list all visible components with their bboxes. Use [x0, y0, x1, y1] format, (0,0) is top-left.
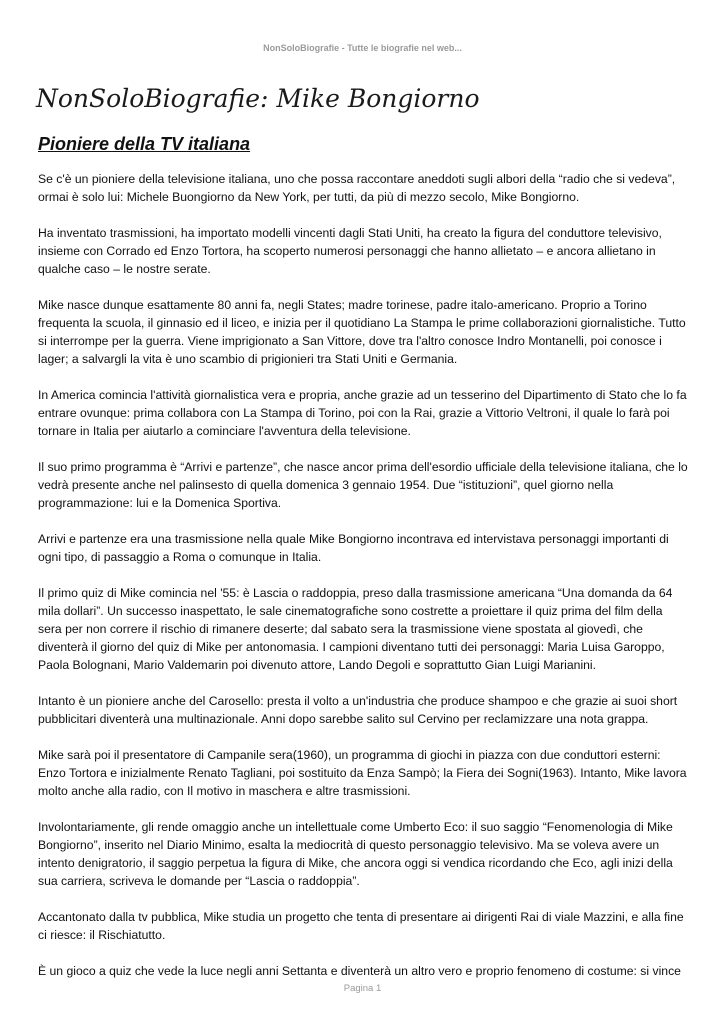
page-number: Pagina 1: [343, 983, 382, 994]
paragraph: È un gioco a quiz che vede la luce negli anni Settanta e diventerà un altro vero e proprio fenomeno di costume: si vince: [38, 964, 681, 978]
paragraph: Accantonato dalla tv pubblica, Mike studia un progetto che tenta di presentare ai dirigenti Rai di viale Mazzini, e alla fine ci riesce: il Rischiatutto.: [38, 910, 684, 942]
paragraph: Se c'è un pioniere della televisione italiana, uno che possa raccontare aneddoti sugli albori della “radio che si vedeva”, ormai è solo lui: Michele Buongiorno da New York, per tutti, da più di mezzo secolo, Mike Bongiorno.: [38, 172, 676, 204]
page-header: NonSoloBiografie - Tutte le biografie nel web...: [263, 43, 462, 53]
paragraph: Il suo primo programma è “Arrivi e partenze”, che nasce ancor prima dell'esordio ufficiale della televisione italiana, che lo vedrà presente anche nel palinsesto di quella domenica 3 gennaio 1954. Due “istituzioni”, quel giorno nella programmazione: lui e la Domenica Sportiva.: [38, 460, 688, 510]
paragraph: Intanto è un pioniere anche del Carosello: presta il volto a un'industria che produce shampoo e che grazie ai suoi short pubblicitari diventerà una multinazionale. Anni dopo sarebbe salito sul Cervino per reclamizzare una nota grappa.: [38, 694, 678, 726]
paragraph: Arrivi e partenze era una trasmissione nella quale Mike Bongiorno incontrava ed intervistava personaggi importanti di ogni tipo, di passaggio a Roma o comunque in Italia.: [38, 532, 669, 564]
site-title: NonSoloBiografie: Mike Bongiorno: [36, 84, 480, 113]
paragraph: In America comincia l'attività giornalistica vera e propria, anche grazie ad un tesserino del Dipartimento di Stato che lo fa entrare ovunque: prima collabora con La Stampa di Torino, poi con la Rai, grazie a Vittorio Veltroni, il quale lo farà poi tornare in Italia per aiutarlo a cominciare l'avventura della televisione.: [38, 388, 687, 438]
article-body: [38, 170, 688, 998]
section-title: Pioniere della TV italiana: [38, 134, 251, 154]
paragraph: Ha inventato trasmissioni, ha importato modelli vincenti dagli Stati Uniti, ha creato la figura del conduttore televisivo, insieme con Corrado ed Enzo Tortora, ha scoperto numerosi personaggi che hanno allietato – e ancora allietano in qualche caso – le nostre serate.: [38, 226, 662, 276]
paragraph: Mike nasce dunque esattamente 80 anni fa, negli States; madre torinese, padre italo-americano. Proprio a Torino frequenta la scuola, il ginnasio ed il liceo, e inizia per il quotidiano La Stampa le prime collaborazioni giornalistiche. Tutto si interrompe per la guerra. Viene imprigionato a San Vittore, dove tra l'altro conosce Indro Montanelli, poi conosce i lager; a salvargli la vita è uno scambio di prigionieri tra Stati Uniti e Germania.: [38, 298, 686, 366]
paragraph: Involontariamente, gli rende omaggio anche un intellettuale come Umberto Eco: il suo saggio “Fenomenologia di Mike Bongiorno”, inserito nel Diario Minimo, esalta la mediocrità di questo personaggio televisivo. Ma se voleva avere un intento denigratorio, il saggio perpetua la figura di Mike, che ancora oggi si vendica ricordando che Eco, agli inizi della sua carriera, scriveva le domande per “Lascia o raddoppia”.: [38, 820, 673, 888]
paragraph: Il primo quiz di Mike comincia nel '55: è Lascia o raddoppia, preso dalla trasmissione americana “Una domanda da 64 mila dollari”. Un successo inaspettato, le sale cinematografiche sono costrette a proiettare il quiz prima del film della sera per non correre il rischio di rimanere deserte; dal sabato sera la trasmissione viene spostata al giovedì, che diventerà il giorno del quiz di Mike per antonomasia. I campioni diventano tutti dei personaggi: Maria Luisa Garoppo, Paola Bolognani, Mario Valdemarin poi divenuto attore, Lando Degoli e soprattutto Gian Luigi Marianini.: [38, 586, 673, 672]
paragraph: Mike sarà poi il presentatore di Campanile sera(1960), un programma di giochi in piazza con due conduttori esterni: Enzo Tortora e inizialmente Renato Tagliani, poi sostituito da Enza Sampò; la Fiera dei Sogni(1963). Intanto, Mike lavora molto anche alla radio, con Il motivo in maschera e altre trasmissioni.: [38, 748, 687, 798]
